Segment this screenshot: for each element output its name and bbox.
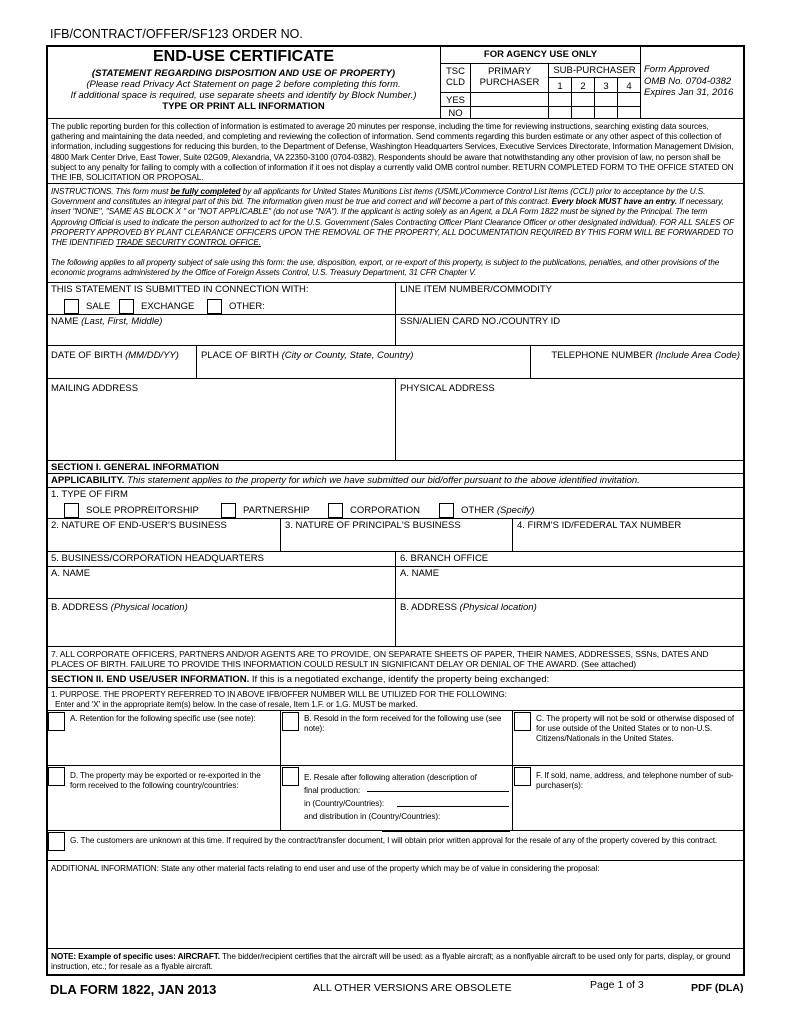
additional-info-label: ADDITIONAL INFORMATION: State any other material facts relating to end user and use of the property which may be of value in considering the proposal: — [51, 864, 600, 873]
hq-address-hint: (Physical location) — [110, 602, 188, 613]
yes-sub-cell[interactable] — [617, 92, 641, 107]
instructions-text: If necessary, insert "NONE", "SAME AS BLOCK X " or "NOT APPLICABLE" (do not use "N/A"). If the applicant is acting solely as an Agent, a DLA Form 1822 must be signed by the Principal. The term Approving Official is used to indicate the person authorized to act for the U.S. Government (Sales Contracting Officer Plant Clearance Officer or other designated individual). FOR ALL SALES OF PROPERTY APPROVED BY PLANT CLEARANCE OFFICERS UPON THE REMOVAL OF THE PROPERTY, ALL DOCUMENTATION REQUIRED BY THIS FORM WILL BE FORWARDED TO THE IDENTIFIED — [51, 197, 734, 248]
other-firm-checkbox[interactable] — [439, 503, 454, 518]
section2-title-label: SECTION II. END USE/USER INFORMATION. — [51, 674, 250, 685]
option-f-cell — [512, 765, 745, 831]
option-d-checkbox[interactable] — [48, 767, 65, 786]
page-number: Page 1 of 3 — [590, 979, 644, 991]
tax-number-field[interactable] — [512, 518, 745, 552]
other-checkbox[interactable] — [207, 299, 222, 314]
note-text: The bidder/recipient certifies that the aircraft will be used: as a flyable aircraft; as a nonflyable aircraft to be used only for parts, display, or ground instruction, etc.; for resale as a flyable aircraft. — [51, 952, 731, 972]
corporation-checkbox[interactable] — [328, 503, 343, 518]
dob-hint: (MM/DD/YY) — [125, 350, 179, 361]
ssn-field[interactable] — [395, 314, 745, 346]
distribution-label: and distribution in (Country/Countries): — [304, 812, 441, 821]
tsc-cld-header — [440, 63, 471, 93]
purpose-line2: Enter and 'X' in the appropriate item(s) below. In the case of resale, Item 1.F. or 1.G. MUST be marked. — [55, 700, 418, 710]
sub-number: 2 — [571, 77, 595, 93]
option-b-checkbox[interactable] — [282, 712, 299, 731]
ofac-note: The following applies to all property subject of sale using this form: the use, disposition, export, or re-export of this property, is subject to the publications, penalties, and other provisions of the economic programs administered by the Office of Foreign Assets Control, U.S. Treasury Department, 31 CFR Chapter V. — [51, 258, 720, 278]
expiration: Expires Jan 31, 2016 — [644, 87, 734, 98]
space-note: If additional space is required, use separate sheets and identify by Block Number.) — [70, 90, 417, 101]
omb-number: OMB No. 0704-0382 — [644, 75, 732, 87]
applicability — [46, 473, 745, 488]
option-e-text: E. Resale after following alteration (description of — [304, 773, 477, 782]
phone-label: TELEPHONE NUMBER — [551, 350, 653, 361]
exchange-label: EXCHANGE — [141, 301, 195, 312]
branch-name-field[interactable] — [395, 566, 745, 599]
yes-label: YES — [440, 92, 471, 107]
final-production-label: final production: — [304, 786, 361, 795]
yes-sub-cell[interactable] — [548, 92, 572, 107]
sub-number: 1 — [548, 77, 572, 93]
form-title: END-USE CERTIFICATE — [152, 48, 335, 65]
privacy-note: (Please read Privacy Act Statement on page 2 before completing this form. — [86, 79, 401, 90]
yes-sub-cell[interactable] — [594, 92, 618, 107]
pob-hint: (City or County, State, Country) — [281, 350, 414, 361]
partnership-label: PARTNERSHIP — [243, 505, 310, 516]
branch-name-label: A. NAME — [400, 568, 440, 579]
sub-number: 4 — [617, 77, 641, 93]
instructions — [46, 183, 745, 283]
no-label: NO — [440, 106, 471, 119]
hq-address-label: B. ADDRESS — [51, 602, 109, 613]
other-hint: (Specify) — [496, 505, 535, 516]
note-label: NOTE: Example of specific uses: AIRCRAFT. — [51, 952, 220, 961]
sale-checkbox[interactable] — [64, 299, 79, 314]
primary-label: PRIMARY — [487, 66, 532, 77]
yes-sub-cell[interactable] — [571, 92, 595, 107]
option-a-text: A. Retention for the following specific use (see note): — [70, 714, 256, 723]
sale-label: SALE — [86, 301, 111, 312]
form-id: DLA FORM 1822, JAN 2013 — [50, 982, 217, 997]
f3-label: 3. NATURE OF PRINCIPAL'S BUSINESS — [285, 520, 461, 531]
corporation-label: CORPORATION — [350, 505, 421, 516]
statement-label: THIS STATEMENT IS SUBMITTED IN CONNECTION WITH: — [51, 284, 309, 295]
tsc-label: TSC — [446, 66, 465, 77]
physical-address-field[interactable] — [395, 378, 745, 461]
form-subtitle: (STATEMENT REGARDING DISPOSITION AND USE OF PROPERTY) — [91, 68, 396, 79]
purpose-line1: 1. PURPOSE. THE PROPERTY REFERRED TO IN ABOVE IFB/OFFER NUMBER WILL BE UTILIZED FOR THE FOLLOWING: — [51, 690, 507, 699]
name-label: NAME — [51, 316, 79, 327]
instructions-emphasis: be fully completed — [170, 187, 241, 196]
applicability-label: APPLICABILITY. — [51, 475, 125, 486]
sole-proprietorship-label: SOLE PROPREITORSHIP — [86, 505, 199, 516]
partnership-checkbox[interactable] — [221, 503, 236, 518]
end-user-business-field[interactable] — [46, 518, 281, 552]
instructions-text: INSTRUCTIONS. This form must — [51, 187, 171, 196]
line-item-label: LINE ITEM NUMBER/COMMODITY — [400, 284, 553, 295]
hq-name-label: A. NAME — [51, 568, 91, 579]
instructions-text: by all applicants for United States Munitions List items (USML)/Commerce Control List Items (CCLI) prior to acceptance by the U.S. Government and constitutes an integral part of this bid. The information given must be true and correct and will become a part of this contract. — [51, 187, 706, 207]
sub-purchaser-header: SUB-PURCHASER — [548, 63, 641, 78]
option-a-checkbox[interactable] — [48, 712, 65, 731]
option-g-checkbox[interactable] — [48, 832, 65, 851]
option-f-checkbox[interactable] — [514, 767, 531, 786]
option-c-text: C. The property will not be sold or otherwise disposed of for use outside of the United States or to non-U.S. Citizens/Nationals in the United States. — [536, 714, 735, 744]
option-d-cell — [46, 765, 281, 831]
primary-purchaser-header — [470, 63, 549, 93]
branch-header: 6. BRANCH OFFICE — [395, 551, 745, 567]
aircraft-note — [46, 948, 745, 976]
physical-label: PHYSICAL ADDRESS — [400, 383, 495, 394]
section1-title: SECTION I. GENERAL INFORMATION — [46, 460, 745, 474]
sole-proprietorship-checkbox[interactable] — [64, 503, 79, 518]
type-of-firm-label: 1. TYPE OF FIRM — [51, 489, 128, 500]
option-e-checkbox[interactable] — [282, 767, 299, 786]
option-c-checkbox[interactable] — [514, 712, 531, 731]
branch-address-label: B. ADDRESS — [400, 602, 458, 613]
option-g-cell — [46, 830, 745, 861]
line-item-field[interactable] — [395, 282, 745, 315]
hq-name-field[interactable] — [46, 566, 396, 599]
branch-address-field[interactable] — [395, 598, 745, 647]
instructions-emphasis: Every block MUST have an entry. — [551, 197, 678, 207]
pdf-label: PDF (DLA) — [691, 982, 744, 994]
order-number-label: IFB/CONTRACT/OFFER/SF123 ORDER NO. — [50, 27, 303, 41]
applicability-text: This statement applies to the property for which we have submitted our bid/offer pursuant to the above identified invitation. — [127, 475, 640, 486]
country-input[interactable] — [397, 806, 509, 807]
purchaser-label: PURCHASER — [479, 77, 540, 88]
option-b-text: B. Resold in the form received for the following use (see note): — [304, 714, 502, 734]
option-e-cell — [280, 765, 513, 831]
other-label: OTHER: — [229, 301, 265, 312]
omb-approval — [640, 45, 745, 119]
dob-field[interactable] — [46, 345, 197, 379]
yes-primary-cell[interactable] — [470, 92, 549, 107]
obsolete-note: ALL OTHER VERSIONS ARE OBSOLETE — [313, 982, 512, 994]
final-production-input[interactable] — [367, 791, 509, 792]
section2-title-text: If this is a negotiated exchange, identify the property being exchanged: — [251, 674, 550, 685]
cld-label: CLD — [445, 77, 465, 88]
trade-security-office: TRADE SECURITY CONTROL OFFICE. — [115, 238, 261, 248]
title-block — [46, 45, 441, 119]
officers-statement: 7. ALL CORPORATE OFFICERS, PARTNERS AND/OR AGENTS ARE TO PROVIDE, ON SEPARATE SHEETS OF PAPER, THEIR NAMES, ADDRESSES, SSNs, DATES AND PLACES OF BIRTH. FAILURE TO PROVIDE THIS INFORMATION COULD RESULT IN SIGNIFICANT DELAY OR DENIAL OF THE AWARD. (See attached) — [46, 646, 745, 671]
sub-number: 3 — [594, 77, 618, 93]
exchange-checkbox[interactable] — [119, 299, 134, 314]
option-g-text: G. The customers are unknown at this time. If required by the contract/transfer document, I will obtain prior written approval for the resale of any of the property covered by this contract. — [70, 836, 718, 845]
section2-title — [46, 670, 745, 688]
principal-business-field[interactable] — [280, 518, 513, 552]
additional-info-field[interactable] — [46, 860, 745, 949]
other-label: OTHER — [461, 505, 495, 516]
pob-label: PLACE OF BIRTH — [201, 350, 279, 361]
form-approved: Form Approved — [644, 64, 710, 75]
hq-header: 5. BUSINESS/CORPORATION HEADQUARTERS — [46, 551, 396, 567]
dob-label: DATE OF BIRTH — [51, 350, 123, 361]
branch-address-hint: (Physical location) — [459, 602, 537, 613]
pob-field[interactable] — [196, 345, 531, 379]
f4-label: 4. FIRM'S ID/FEDERAL TAX NUMBER — [517, 520, 682, 531]
option-b-cell — [280, 710, 513, 766]
purpose — [46, 687, 745, 711]
option-a-cell — [46, 710, 281, 766]
ssn-label: SSN/ALIEN CARD NO./COUNTRY ID — [400, 316, 561, 327]
option-c-cell — [512, 710, 745, 766]
option-d-text: D. The property may be exported or re-exported in the form received to the following country/countries: — [70, 771, 261, 791]
other-firm-label — [461, 505, 534, 516]
name-hint: (Last, First, Middle) — [81, 316, 163, 327]
name-field[interactable] — [46, 314, 396, 346]
mailing-label: MAILING ADDRESS — [51, 383, 139, 394]
type-print-note: TYPE OR PRINT ALL INFORMATION — [162, 101, 325, 112]
mailing-address-field[interactable] — [46, 378, 396, 461]
burden-statement: The public reporting burden for this collection of information is estimated to average 20 minutes per response, including the time for reviewing instructions, searching existing data sources, gathering and maintaining the data needed, and completing and reviewing the collection of information. Send comments regarding this burden estimate or any other aspect of this collection of information, including suggestions for reducing this burden, to the Department of Defense, Washington Headquarters Services, Executive Services Directorate, Information Management Division, 4800 Mark Center Drive, East Tower, Suite 02G09, Alexandria, VA 22350-3100 (0704-0382). Respondents should be aware that notwithstanding any other provision of law, no person shall be subject to any penalty for failing to comply with a collection of information if it oes not display a currently valid OMB control number. RETURN COMPLETED FORM TO THE OFFICE STATED ON THE IFB, SOLICITATION OR PROPOSAL. — [46, 118, 745, 184]
option-f-text: F. If sold, name, address, and telephone number of sub-purchaser(s): — [536, 771, 734, 791]
country-label: in (Country/Countries): — [304, 799, 385, 808]
phone-field[interactable] — [530, 345, 745, 379]
phone-hint: (Include Area Code) — [655, 350, 740, 361]
f2-label: 2. NATURE OF END-USER'S BUSINESS — [51, 520, 227, 531]
agency-use-title: FOR AGENCY USE ONLY — [440, 45, 641, 64]
hq-address-field[interactable] — [46, 598, 396, 647]
